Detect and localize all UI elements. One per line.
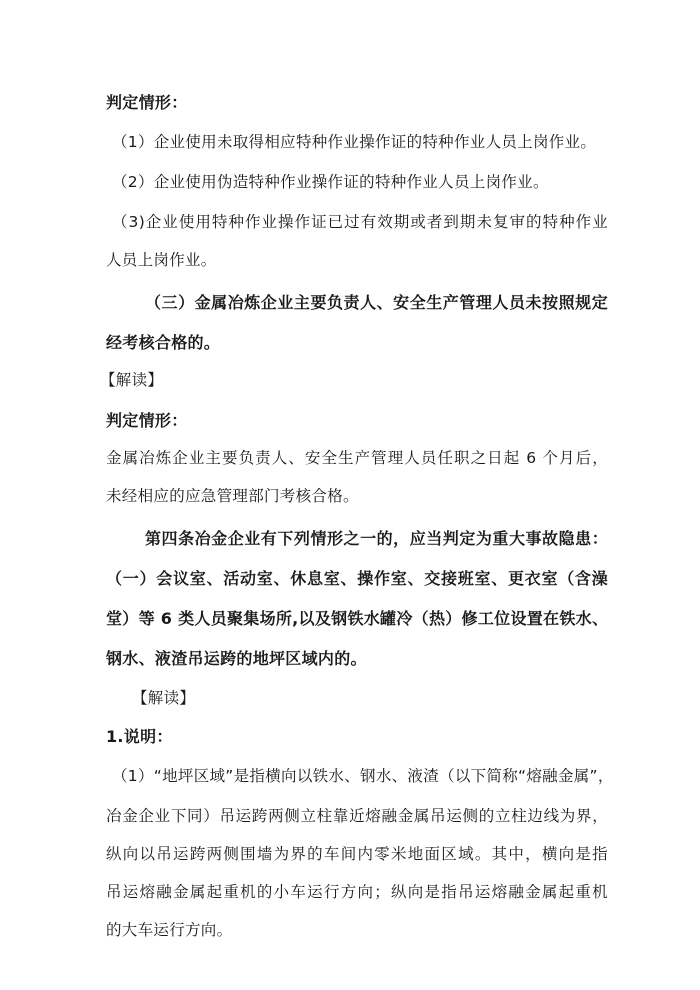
article-four-item-1-end: 钢水、液渣吊运跨的地坪区域内的。 — [106, 649, 367, 668]
criteria-item-1: （1）企业使用未取得相应特种作业操作证的特种作业人员上岗作业。 — [112, 133, 597, 151]
section-three-heading: （三）金属冶炼企业主要负责人、安全生产管理人员未按照规定 — [145, 293, 608, 312]
heading-judgment-criteria-2: 判定情形： — [106, 411, 188, 430]
explanation-heading: 1.说明： — [106, 727, 173, 746]
criteria-text-cont: 未经相应的应急管理部门考核合格。 — [106, 487, 359, 505]
criteria-item-3-cont: 人员上岗作业。 — [106, 251, 217, 269]
article-four-item-1: （一）会议室、活动室、休息室、操作室、交接班室、更衣室（含澡 — [106, 569, 608, 588]
interpretation-label-2: 【解读】 — [132, 689, 196, 707]
explanation-item-1: （1）“地坪区域”是指横向以铁水、钢水、液渣（以下简称“熔融金属”， — [112, 767, 614, 785]
criteria-item-2: （2）企业使用伪造特种作业操作证的特种作业人员上岗作业。 — [112, 173, 549, 191]
section-three-heading-cont: 经考核合格的。 — [106, 333, 221, 352]
interpretation-label: 【解读】 — [100, 371, 164, 389]
explanation-item-1-line3: 纵向以吊运跨两侧围墙为界的车间内零米地面区域。其中，横向是指 — [106, 845, 608, 863]
criteria-item-3: （3)企业使用特种作业操作证已过有效期或者到期未复审的特种作业 — [112, 213, 608, 231]
heading-judgment-criteria: 判定情形： — [106, 93, 188, 112]
criteria-text: 金属冶炼企业主要负责人、安全生产管理人员任职之日起 6 个月后， — [106, 449, 608, 467]
explanation-item-1-line2: 冶金企业下同）吊运跨两侧立柱靠近熔融金属吊运侧的立柱边线为界， — [106, 807, 608, 825]
explanation-item-1-line5: 的大车运行方向。 — [106, 921, 233, 939]
article-four-item-1-cont: 堂）等 6 类人员聚集场所,以及钢铁水罐冷（热）修工位设置在铁水、 — [106, 609, 609, 628]
explanation-item-1-line4: 吊运熔融金属起重机的小车运行方向；纵向是指吊运熔融金属起重机 — [106, 883, 608, 901]
article-four-heading: 第四条冶金企业有下列情形之一的，应当判定为重大事故隐患： — [145, 529, 608, 548]
